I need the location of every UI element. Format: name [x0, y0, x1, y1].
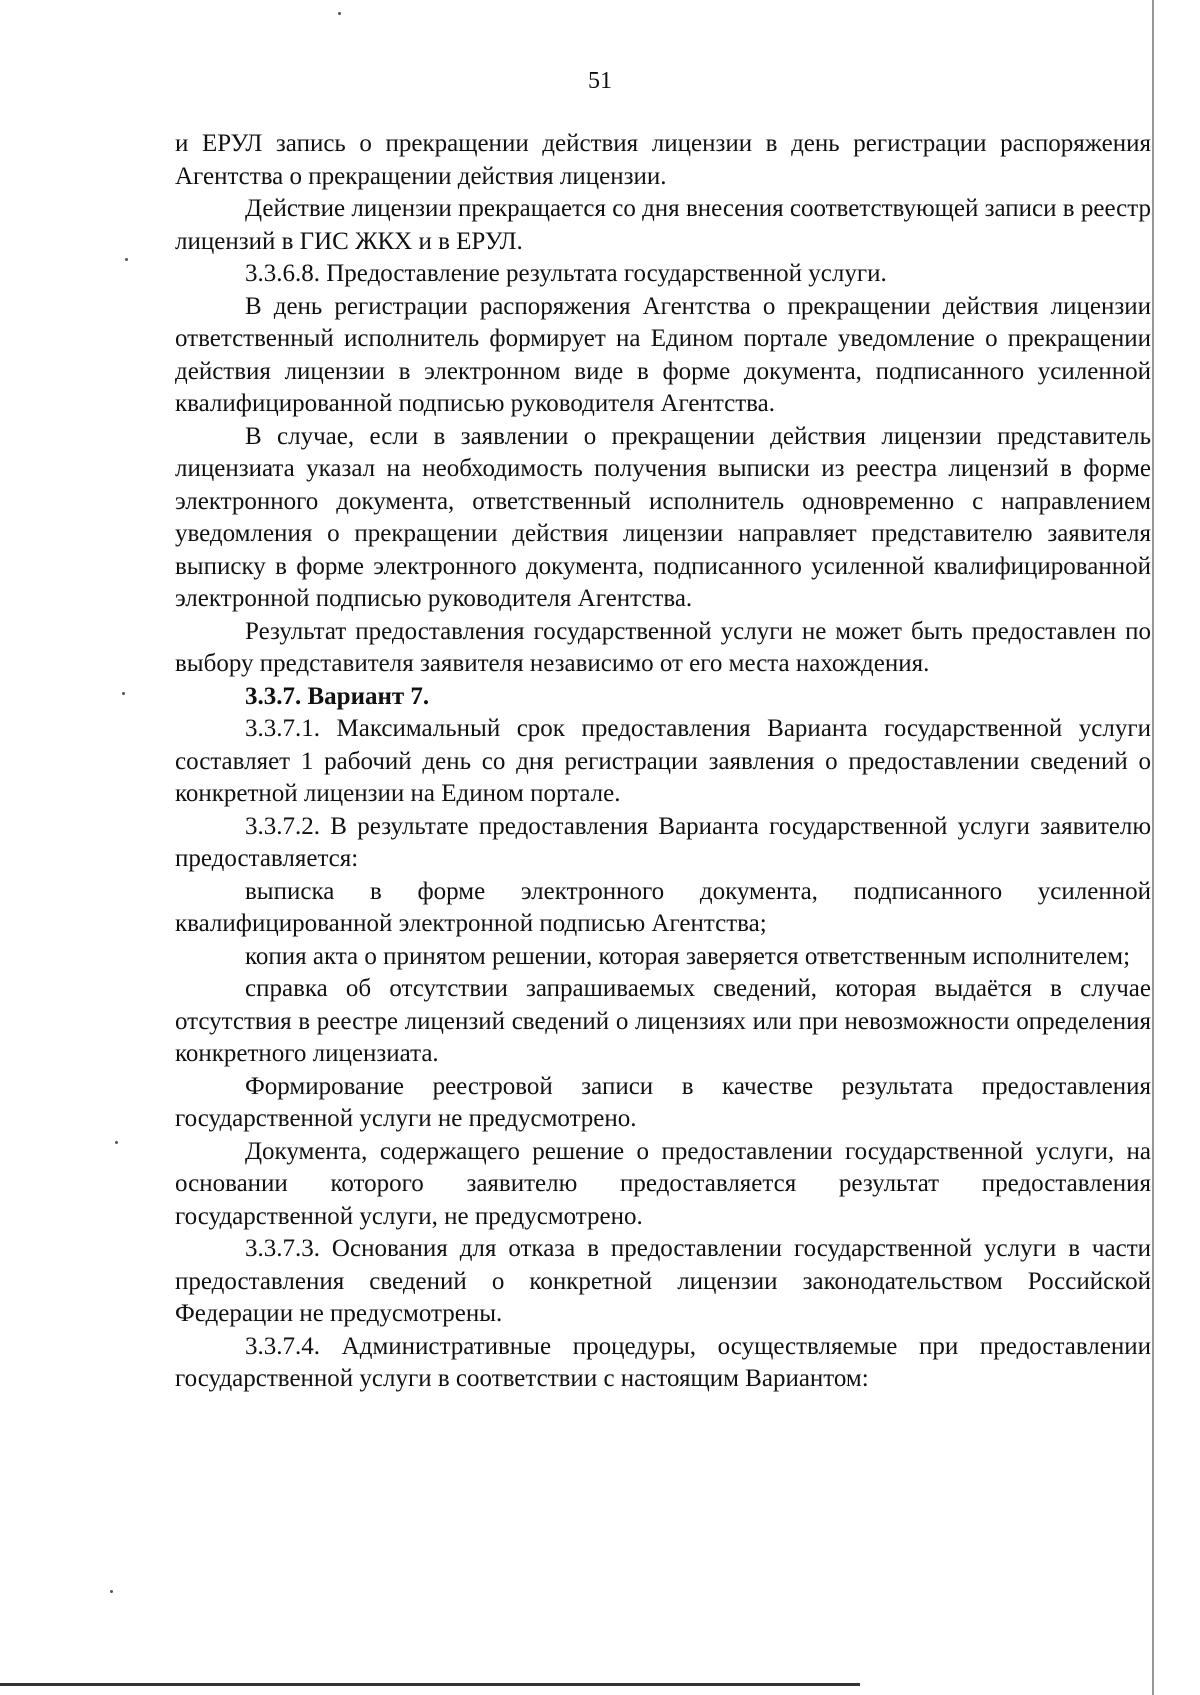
paragraph: Действие лицензии прекращается со дня внесения соответствующей записи в реестр лицензий в ГИС ЖКХ и в ЕРУЛ. [175, 195, 1151, 255]
scan-speck [110, 1590, 113, 1593]
paragraph: 3.3.6.8. Предоставление результата государственной услуги. [245, 260, 887, 287]
scan-bottom-bar [0, 1683, 860, 1686]
paragraph: В случае, если в заявлении о прекращении действия лицензии представитель лицензиата указал на необходимость получения выписки из реестра лицензий в форме электронного документа, ответственный исполнитель одновременно с направлением уведомления о прекращении действия лицензии направляет представителю заявителя выписку в форме электронного документа, подписанного усиленной квалифицированной электронной подписью руководителя Агентства. [175, 422, 1151, 612]
paragraph: Результат предоставления государственной услуги не может быть предоставлен по выбору представителя заявителя независимо от его места нахождения. [175, 617, 1151, 677]
scan-speck [122, 692, 125, 695]
section-heading: 3.3.7. Вариант 7. [245, 682, 430, 710]
paragraph: 3.3.7.3. Основания для отказа в предоставлении государственной услуги в части предоставления сведений о конкретной лицензии законодательством Российской Федерации не предусмотрены. [175, 1235, 1151, 1327]
paragraph: Документа, содержащего решение о предоставлении государственной услуги, на основании которого заявителю предоставляется результат предоставления государственной услуги, не предусмотрено. [175, 1137, 1151, 1230]
scan-speck [125, 258, 128, 261]
list-item: копия акта о принятом решении, которая заверяется ответственным исполнителем; [245, 942, 1131, 970]
list-item: справка об отсутствии запрашиваемых сведений, которая выдаётся в случае отсутствия в реестре лицензий сведений о лицензиях или при невозможности определения конкретного лицензиата. [175, 975, 1151, 1067]
scan-speck [115, 1141, 118, 1144]
paragraph: 3.3.7.4. Административные процедуры, осуществляемые при предоставлении государственной услуги в соответствии с настоящим Вариантом: [175, 1332, 1151, 1392]
paragraph: В день регистрации распоряжения Агентства о прекращении действия лицензии ответственный исполнитель формирует на Едином портале уведомление о прекращении действия лицензии в электронном виде в форме документа, подписанного усиленной квалифицированной подписью руководителя Агентства. [175, 292, 1151, 417]
scan-speck [338, 12, 341, 15]
scan-edge-line [1152, 0, 1154, 1695]
page-number: 51 [588, 68, 612, 94]
paragraph: и ЕРУЛ запись о прекращении действия лицензии в день регистрации распоряжения Агентства о прекращении действия лицензии. [175, 130, 1151, 190]
paragraph: 3.3.7.1. Максимальный срок предоставления Варианта государственной услуги составляет 1 рабочий день со дня регистрации заявления о предоставлении сведений о конкретной лицензии на Едином портале. [175, 715, 1151, 807]
list-item: выписка в форме электронного документа, подписанного усиленной квалифицированной электронной подписью Агентства; [175, 877, 1151, 937]
document-body [175, 128, 1151, 1396]
paragraph: Формирование реестровой записи в качестве результата предоставления государственной услуги не предусмотрено. [175, 1072, 1151, 1132]
paragraph: 3.3.7.2. В результате предоставления Варианта государственной услуги заявителю предоставляется: [175, 812, 1151, 872]
